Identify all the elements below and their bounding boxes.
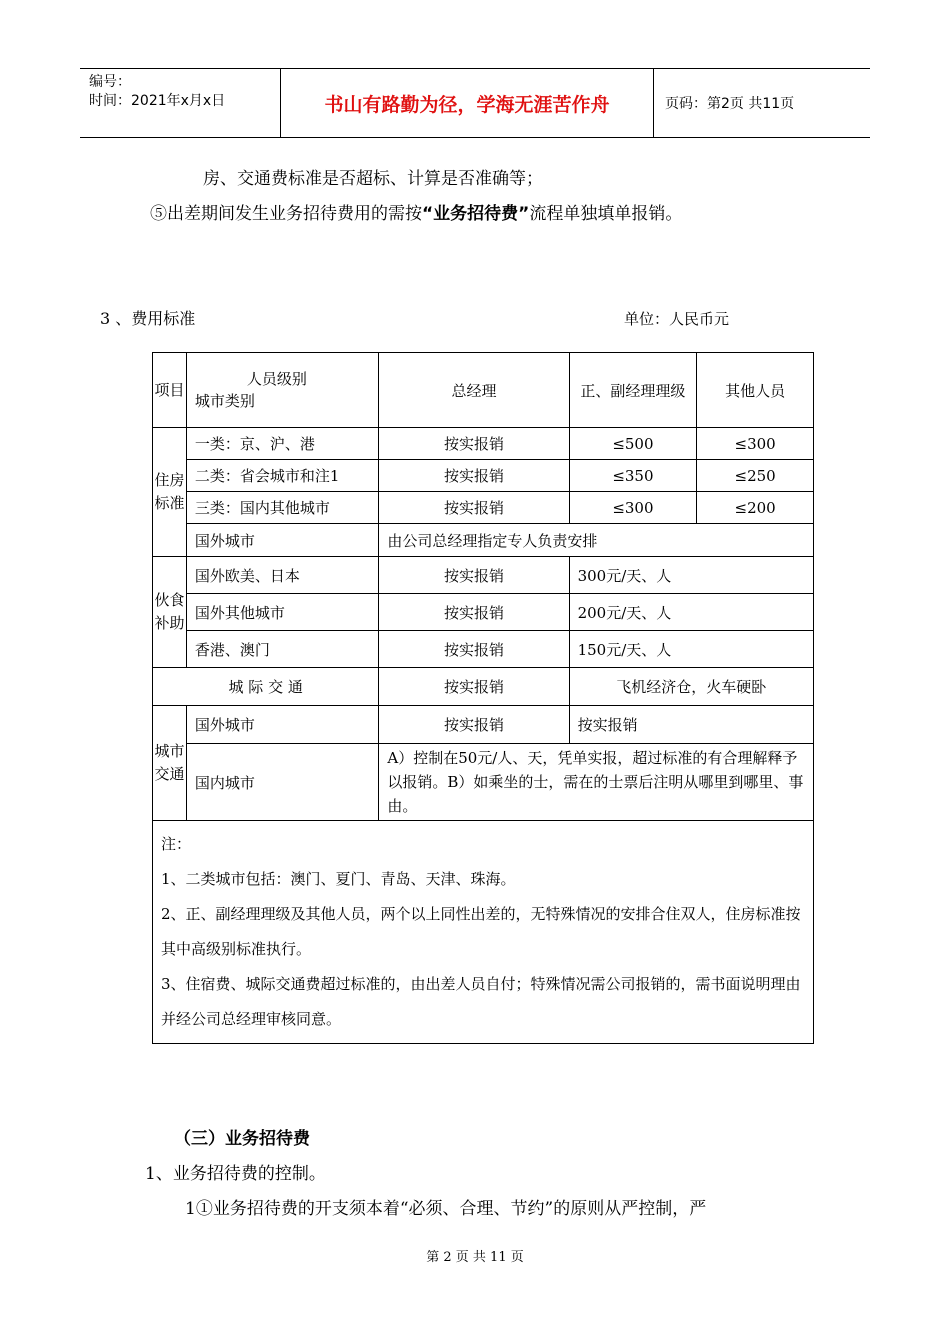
section-3-title: （三）业务招待费: [174, 1129, 310, 1149]
table-row: [153, 706, 814, 744]
lodging-foreign-city: 国外城市: [186, 524, 378, 557]
header-gm: 总经理: [379, 353, 569, 428]
intro-line-2-bold: “业务招待费”: [422, 204, 530, 224]
citytrans-foreign-city: 国外城市: [186, 706, 378, 744]
time-label: 时间：2021年x月x日: [89, 93, 226, 109]
meal-rest: 150元/天、人: [569, 631, 813, 668]
meal-rest: 300元/天、人: [569, 557, 813, 594]
citytrans-label: 城市交通: [153, 706, 187, 821]
number-label: 编号：: [89, 74, 131, 90]
meal-gm: 按实报销: [379, 594, 569, 631]
lodging-city: 二类：省会城市和注1: [186, 460, 378, 492]
lodging-other: ≤200: [697, 492, 814, 524]
meal-gm: 按实报销: [379, 557, 569, 594]
table-row: [153, 668, 814, 706]
intercity-label: 城 际 交 通: [153, 668, 379, 706]
section-3-item-1-1: 1①业务招待费的开支须本着“必须、合理、节约”的原则从严控制，严: [185, 1199, 707, 1219]
table-row: [153, 557, 814, 594]
note-3: 3、住宿费、城际交通费超过标准的，由出差人员自付；特殊情况需公司报销的，需书面说明理由并经公司总经理审核同意。: [161, 975, 801, 1028]
table-row: [153, 594, 814, 631]
header-city: 城市类别: [194, 392, 255, 410]
meal-city: 国外其他城市: [186, 594, 378, 631]
expense-standard-table: [152, 352, 814, 1044]
intercity-rest: 飞机经济仓，火车硬卧: [569, 668, 813, 706]
citytrans-foreign-rest: 按实报销: [569, 706, 813, 744]
meal-label: 伙食补助: [153, 557, 187, 668]
meal-city: 香港、澳门: [186, 631, 378, 668]
header-item: 项目: [153, 353, 187, 428]
lodging-vp: ≤500: [569, 428, 697, 460]
meal-gm: 按实报销: [379, 631, 569, 668]
header-vp: 正、副经理理级: [569, 353, 697, 428]
table-row: [153, 631, 814, 668]
lodging-vp: ≤350: [569, 460, 697, 492]
intro-line-2: [150, 199, 682, 224]
lodging-gm: 按实报销: [379, 492, 569, 524]
lodging-other: ≤300: [697, 428, 814, 460]
unit-label: 单位：人民币元: [624, 310, 730, 328]
intercity-gm: 按实报销: [379, 668, 569, 706]
lodging-city: 三类：国内其他城市: [186, 492, 378, 524]
citytrans-domestic-value: A）控制在50元/人、天，凭单实报，超过标准的有合理解释予以报销。B）如乘坐的士，需在的士票后注明从哪里到哪里、事由。: [379, 744, 814, 821]
page-header: [80, 68, 870, 138]
table-notes: [153, 821, 814, 1044]
header-other: 其他人员: [697, 353, 814, 428]
header-motto: 书山有路勤为径，学海无涯苦作舟: [281, 69, 654, 137]
note-2: 2、正、副经理理级及其他人员，两个以上同性出差的，无特殊情况的安排合住双人，住房标准按其中高级别标准执行。: [161, 905, 801, 958]
table-row: [153, 460, 814, 492]
section-3-item-1: 1、业务招待费的控制。: [145, 1164, 326, 1184]
header-page-info: 页码：第2页 共11页: [665, 96, 795, 112]
header-level: 人员级别: [246, 370, 307, 388]
table-row: [153, 492, 814, 524]
table-row: [153, 744, 814, 821]
section-title: 3 、费用标准: [100, 309, 196, 328]
note-1: 1、二类城市包括：澳门、夏门、青岛、天津、珠海。: [161, 870, 516, 888]
page-footer: 第 2 页 共 11 页: [426, 1250, 524, 1265]
lodging-foreign-value: 由公司总经理指定专人负责安排: [379, 524, 814, 557]
lodging-label: 住房标准: [153, 428, 187, 557]
table-notes-row: [153, 821, 814, 1044]
meal-city: 国外欧美、日本: [186, 557, 378, 594]
intro-line-2-pre: ⑤出差期间发生业务招待费用的需按: [150, 204, 422, 224]
citytrans-domestic-city: 国内城市: [186, 744, 378, 821]
lodging-other: ≤250: [697, 460, 814, 492]
note-title: 注：: [161, 835, 192, 853]
lodging-city: 一类：京、沪、港: [186, 428, 378, 460]
table-row: [153, 428, 814, 460]
intro-line-2-post: 流程单独填单报销。: [529, 204, 683, 224]
table-header-row: [153, 353, 814, 428]
lodging-gm: 按实报销: [379, 460, 569, 492]
header-level-city: [186, 353, 378, 428]
header-meta: [80, 69, 281, 137]
meal-rest: 200元/天、人: [569, 594, 813, 631]
citytrans-foreign-gm: 按实报销: [379, 706, 569, 744]
lodging-vp: ≤300: [569, 492, 697, 524]
lodging-gm: 按实报销: [379, 428, 569, 460]
intro-line-1: 房、交通费标准是否超标、计算是否准确等；: [203, 169, 543, 189]
table-row: [153, 524, 814, 557]
